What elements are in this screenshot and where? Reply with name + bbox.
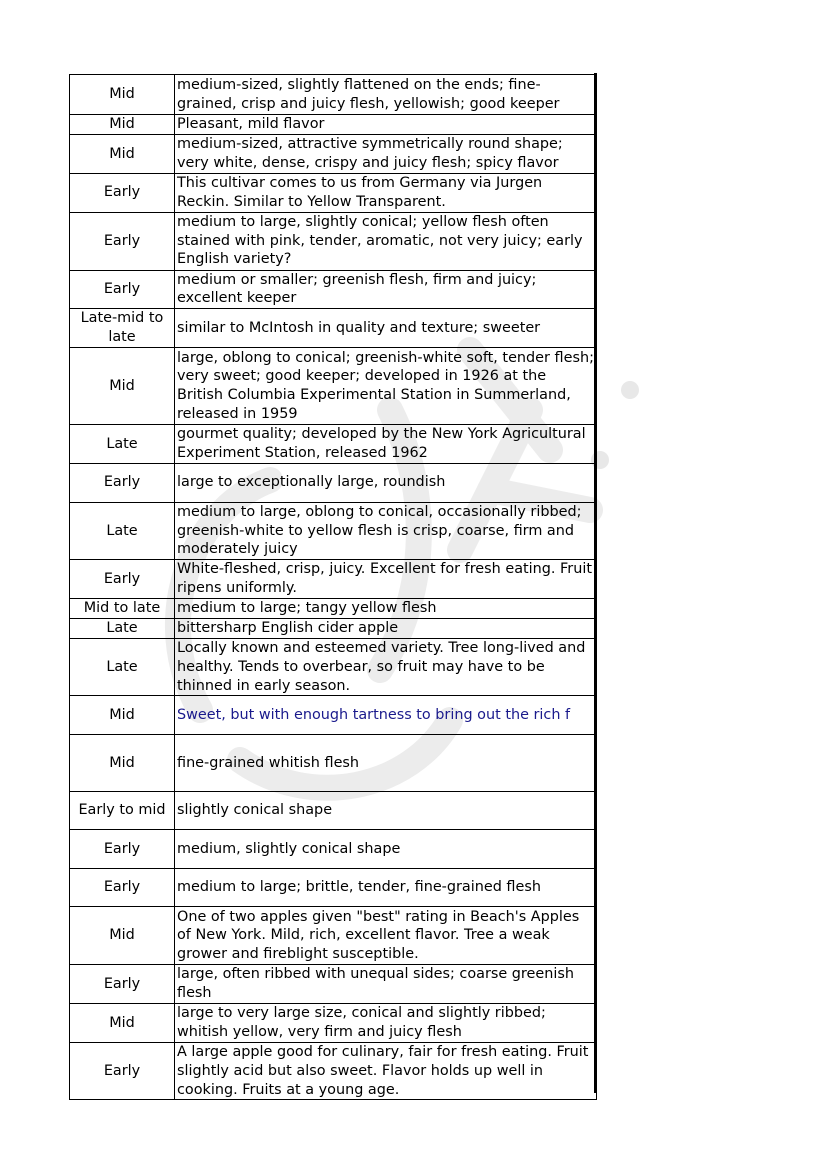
table-row <box>70 1003 597 1042</box>
description-cell: medium-sized, slightly flattened on the ends; fine-grained, crisp and juicy flesh, yellowish; good keeper <box>175 75 597 115</box>
description-cell: large to very large size, conical and slightly ribbed; whitish yellow, very firm and juicy flesh <box>175 1003 597 1042</box>
ripening-cell: Mid to late <box>70 599 175 619</box>
table-right-border <box>594 73 597 1093</box>
ripening-cell: Early <box>70 212 175 270</box>
ripening-cell: Mid <box>70 75 175 115</box>
table-row <box>70 830 597 869</box>
description-cell: similar to McIntosh in quality and texture; sweeter <box>175 309 597 348</box>
table-row <box>70 115 597 135</box>
table-row <box>70 735 597 792</box>
ripening-cell: Mid <box>70 735 175 792</box>
description-cell: medium, slightly conical shape <box>175 830 597 869</box>
table-row <box>70 425 597 464</box>
ripening-cell: Early <box>70 965 175 1004</box>
description-cell: fine-grained whitish flesh <box>175 735 597 792</box>
table-row <box>70 696 597 735</box>
ripening-cell: Mid <box>70 135 175 174</box>
description-cell: medium to large, oblong to conical, occasionally ribbed; greenish-white to yellow flesh is crisp, coarse, firm and moderately juicy <box>175 502 597 559</box>
table-row <box>70 792 597 830</box>
ripening-cell: Early <box>70 869 175 907</box>
description-cell: Locally known and esteemed variety. Tree long-lived and healthy. Tends to overbear, so fruit may have to be thinned in early season. <box>175 638 597 695</box>
description-cell: One of two apples given "best" rating in Beach's Apples of New York. Mild, rich, excellent flavor. Tree a weak grower and fireblight susceptible. <box>175 907 597 965</box>
ripening-cell: Early <box>70 463 175 502</box>
description-cell: slightly conical shape <box>175 792 597 830</box>
apple-variety-table <box>69 74 597 1100</box>
table-row <box>70 619 597 639</box>
table-row <box>70 1042 597 1099</box>
ripening-cell: Early <box>70 830 175 869</box>
description-cell: bittersharp English cider apple <box>175 619 597 639</box>
description-cell: large, oblong to conical; greenish-white soft, tender flesh; very sweet; good keeper; developed in 1926 at the British Columbia Experimental Station in Summerland, released in 1959 <box>175 348 597 425</box>
table-row <box>70 75 597 115</box>
table-row <box>70 907 597 965</box>
ripening-cell: Late <box>70 638 175 695</box>
ripening-cell: Early <box>70 270 175 309</box>
ripening-cell: Early <box>70 1042 175 1099</box>
description-cell: large, often ribbed with unequal sides; coarse greenish flesh <box>175 965 597 1004</box>
table-row <box>70 869 597 907</box>
table-row <box>70 348 597 425</box>
table-row <box>70 638 597 695</box>
ripening-cell: Late <box>70 619 175 639</box>
table-row <box>70 560 597 599</box>
description-cell: medium to large, slightly conical; yellow flesh often stained with pink, tender, aromatic, not very juicy; early English variety? <box>175 212 597 270</box>
table-row <box>70 502 597 559</box>
ripening-cell: Late <box>70 502 175 559</box>
ripening-cell: Mid <box>70 348 175 425</box>
description-cell: White-fleshed, crisp, juicy. Excellent for fresh eating. Fruit ripens uniformly. <box>175 560 597 599</box>
ripening-cell: Late-mid to late <box>70 309 175 348</box>
table-row <box>70 965 597 1004</box>
description-cell: medium-sized, attractive symmetrically round shape; very white, dense, crispy and juicy flesh; spicy flavor <box>175 135 597 174</box>
ripening-cell: Early <box>70 560 175 599</box>
description-cell: Sweet, but with enough tartness to bring out the rich f <box>175 696 597 735</box>
table-row <box>70 270 597 309</box>
description-cell: medium to large; tangy yellow flesh <box>175 599 597 619</box>
table-row <box>70 212 597 270</box>
table-row <box>70 463 597 502</box>
table-row <box>70 174 597 213</box>
description-cell: This cultivar comes to us from Germany via Jurgen Reckin. Similar to Yellow Transparent. <box>175 174 597 213</box>
description-cell: A large apple good for culinary, fair for fresh eating. Fruit slightly acid but also sweet. Flavor holds up well in cooking. Fruits at a young age. <box>175 1042 597 1099</box>
description-cell: Pleasant, mild flavor <box>175 115 597 135</box>
table-row <box>70 599 597 619</box>
ripening-cell: Mid <box>70 696 175 735</box>
description-cell: medium or smaller; greenish flesh, firm and juicy; excellent keeper <box>175 270 597 309</box>
ripening-cell: Early <box>70 174 175 213</box>
table-row <box>70 309 597 348</box>
table-row <box>70 135 597 174</box>
description-cell: medium to large; brittle, tender, fine-grained flesh <box>175 869 597 907</box>
ripening-cell: Early to mid <box>70 792 175 830</box>
ripening-cell: Mid <box>70 907 175 965</box>
ripening-cell: Mid <box>70 1003 175 1042</box>
description-cell: gourmet quality; developed by the New York Agricultural Experiment Station, released 1962 <box>175 425 597 464</box>
ripening-cell: Mid <box>70 115 175 135</box>
description-cell: large to exceptionally large, roundish <box>175 463 597 502</box>
ripening-cell: Late <box>70 425 175 464</box>
